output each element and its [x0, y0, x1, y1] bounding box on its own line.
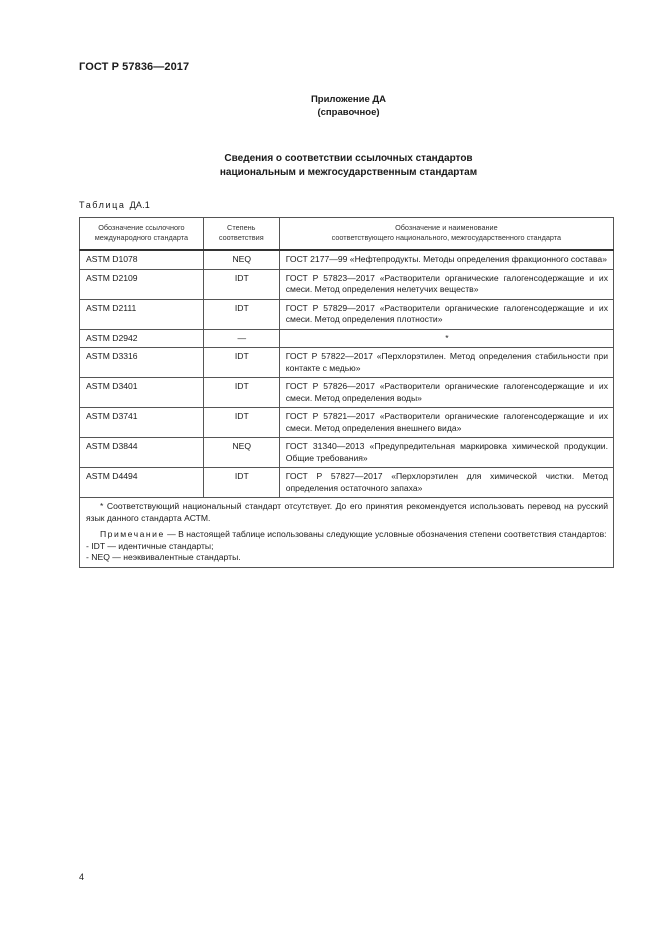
- table-label: [79, 200, 150, 210]
- table-row: [80, 468, 614, 498]
- header-degree-line-2: соответствия: [218, 233, 264, 242]
- table-row: [80, 378, 614, 408]
- table-row: [80, 438, 614, 468]
- standards-table: [79, 217, 614, 568]
- section-title-line-1: Сведения о соответствии ссылочных стандартов: [224, 153, 473, 164]
- page-number: 4: [79, 872, 85, 882]
- cell-reference: ASTM D2942: [80, 329, 204, 348]
- note-item-idt: - IDT — идентичные стандарты;: [86, 540, 214, 551]
- table-notes-row: [80, 498, 614, 568]
- appendix-title: Приложение ДА: [310, 94, 387, 105]
- cell-reference: ASTM D1078: [80, 250, 204, 269]
- cell-description: *: [279, 329, 613, 348]
- section-title-line-2: национальным и межгосударственным стандартам: [219, 167, 478, 178]
- cell-reference: ASTM D2111: [80, 299, 204, 329]
- cell-degree: IDT: [203, 378, 279, 408]
- note-item-neq: - NEQ — неэквивалентные стандарты.: [86, 552, 241, 562]
- header-national-standard: [279, 218, 613, 251]
- cell-degree: NEQ: [203, 250, 279, 269]
- cell-description: ГОСТ Р 57823—2017 «Растворители органические галогенсодержащие и их смеси. Метод определения нелетучих веществ»: [279, 269, 613, 299]
- cell-reference: ASTM D3401: [80, 378, 204, 408]
- header-reference-line-2: международного стандарта: [94, 233, 189, 242]
- cell-degree: NEQ: [203, 438, 279, 468]
- note-block: [86, 529, 608, 564]
- header-national-line-2: соответствующего национального, межгосударственного стандарта: [331, 233, 562, 242]
- cell-reference: ASTM D3316: [80, 348, 204, 378]
- cell-degree: IDT: [203, 468, 279, 498]
- table-header-row: [80, 218, 614, 251]
- cell-description: ГОСТ Р 57822—2017 «Перхлорэтилен. Метод определения стабильности при контакте с медью»: [279, 348, 613, 378]
- table-notes: [80, 498, 614, 568]
- table-row: [80, 269, 614, 299]
- cell-degree: IDT: [203, 408, 279, 438]
- note-text: — В настоящей таблице использованы следующие условные обозначения степени соответствия стандартов:: [164, 529, 607, 539]
- section-title: [0, 152, 661, 180]
- cell-description: ГОСТ 2177—99 «Нефтепродукты. Методы определения фракционного состава»: [279, 250, 613, 269]
- header-national-line-1: Обозначение и наименование: [395, 223, 498, 232]
- cell-description: ГОСТ 31340—2013 «Предупредительная маркировка химической продукции. Общие требования»: [279, 438, 613, 468]
- cell-description: ГОСТ Р 57827—2017 «Перхлорэтилен для химической чистки. Метод определения остаточного запаха»: [279, 468, 613, 498]
- note-label: Примечание: [100, 529, 165, 539]
- appendix-subtitle: (справочное): [317, 107, 380, 118]
- cell-reference: ASTM D3844: [80, 438, 204, 468]
- document-code: ГОСТ Р 57836—2017: [79, 61, 190, 73]
- table-row: [80, 348, 614, 378]
- cell-reference: ASTM D2109: [80, 269, 204, 299]
- header-reference-line-1: Обозначение ссылочного: [98, 223, 185, 232]
- cell-description: ГОСТ Р 57829—2017 «Растворители органические галогенсодержащие и их смеси. Метод определения плотности»: [279, 299, 613, 329]
- table-row: [80, 250, 614, 269]
- footnote: * Соответствующий национальный стандарт отсутствует. До его принятия рекомендуется использовать перевод на русский язык данного стандарта АСТМ.: [86, 501, 608, 523]
- table-row: [80, 408, 614, 438]
- cell-degree: IDT: [203, 348, 279, 378]
- appendix-heading: [0, 93, 661, 119]
- header-degree: [203, 218, 279, 251]
- cell-degree: IDT: [203, 269, 279, 299]
- cell-degree: IDT: [203, 299, 279, 329]
- cell-description: ГОСТ Р 57826—2017 «Растворители органические галогенсодержащие и их смеси. Метод определения воды»: [279, 378, 613, 408]
- cell-description: ГОСТ Р 57821—2017 «Растворители органические галогенсодержащие и их смеси. Метод определения внешнего вида»: [279, 408, 613, 438]
- table-label-number: ДА.1: [129, 200, 151, 210]
- header-reference-standard: [80, 218, 204, 251]
- table-row: [80, 299, 614, 329]
- header-degree-line-1: Степень: [227, 223, 256, 232]
- cell-reference: ASTM D3741: [80, 408, 204, 438]
- cell-degree: —: [203, 329, 279, 348]
- table-row: [80, 329, 614, 348]
- cell-reference: ASTM D4494: [80, 468, 204, 498]
- note-heading: [86, 529, 608, 541]
- table-label-word: Таблица: [79, 200, 126, 210]
